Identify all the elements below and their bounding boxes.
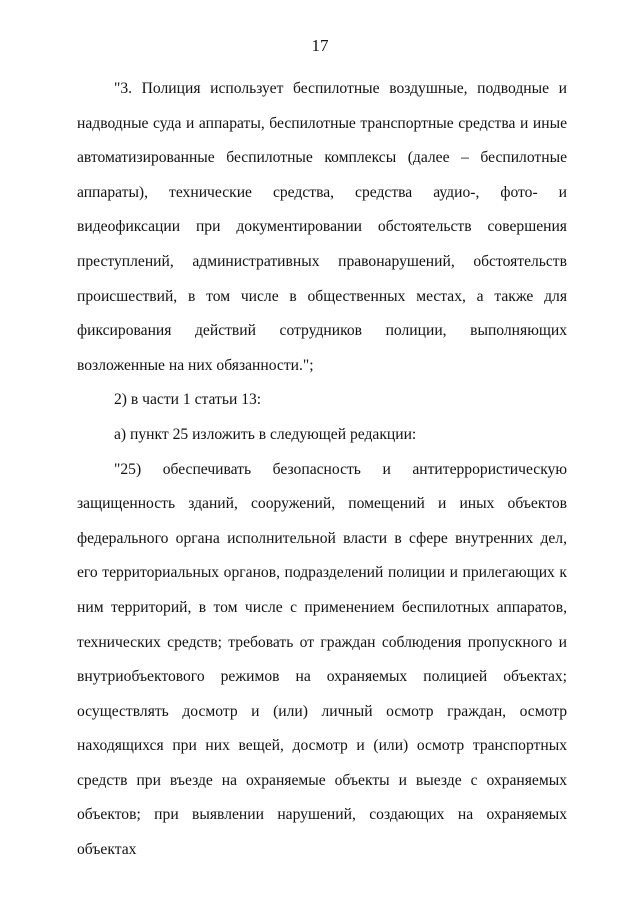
page-number: 17	[311, 36, 329, 55]
paragraph-article-13-part-1: 2) в части 1 статьи 13:	[114, 391, 262, 409]
document-body	[77, 72, 567, 868]
paragraph-point-25-amendment: а) пункт 25 изложить в следующей редакции:	[114, 425, 417, 443]
paragraph-item-3-police-equipment: "3. Полиция использует беспилотные воздушные, подводные и надводные суда и аппараты, беспилотные транспортные средства и иные автоматизированные беспилотные комплексы (далее – беспилотные аппараты), технические средства, средства аудио-, фото- и видеофиксации при документировании обстоятельств совершения преступлений, административных правонарушений, обстоятельств происшествий, в том числе в общественных местах, а также для фиксирования действий сотрудников полиции, выполняющих возложенные на них обязанности.";	[77, 80, 567, 374]
paragraph-point-25-text: "25) обеспечивать безопасность и антитеррористическую защищенность зданий, сооружений, помещений и иных объектов федерального органа исполнительной власти в сфере внутренних дел, его территориальных органов, подразделений полиции и прилегающих к ним территорий, в том числе с применением беспилотных аппаратов, технических средств; требовать от граждан соблюдения пропускного и внутриобъектового режимов на охраняемых полицией объектах; осуществлять досмотр и (или) личный осмотр граждан, осмотр находящихся при них вещей, досмотр и (или) осмотр транспортных средств при въезде на охраняемые объекты и выезде с охраняемых объектов; при выявлении нарушений, создающих на охраняемых объектах	[77, 460, 567, 859]
